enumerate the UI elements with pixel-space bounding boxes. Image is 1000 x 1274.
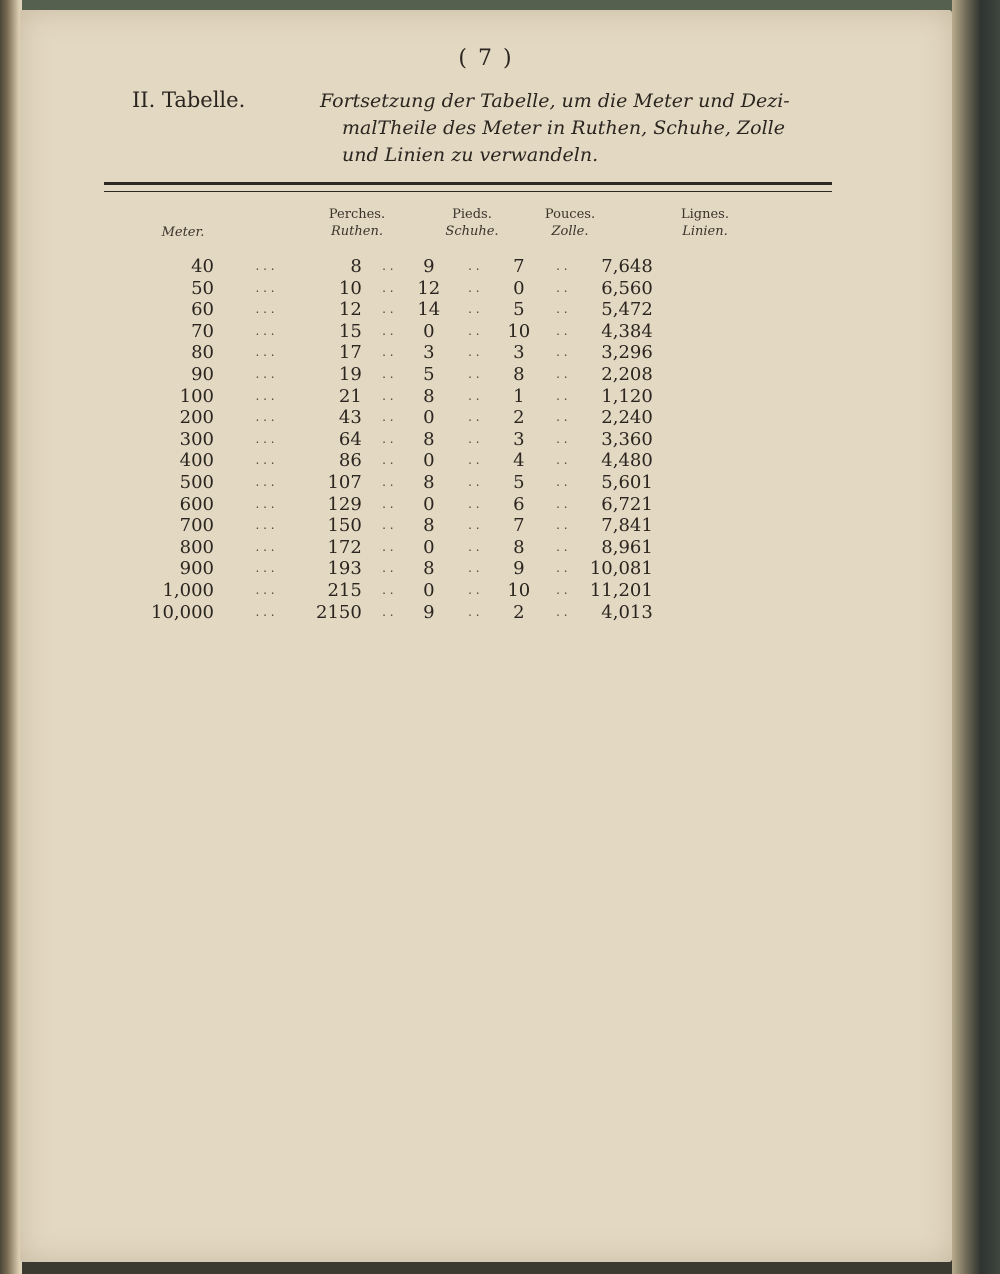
cell-schuhe: 12 [417, 277, 441, 299]
leader-dots: . . [382, 604, 394, 619]
leader-dots: . . . [255, 604, 275, 619]
leader-dots: . . . [255, 474, 275, 489]
cell-ruthen: 2150 [316, 601, 362, 623]
cell-linien: 1,120 [601, 385, 653, 407]
caption-line: malTheile des Meter in Ruthen, Schuhe, Zolle [342, 117, 785, 139]
cell-ruthen: 193 [327, 558, 362, 580]
caption-line: Fortsetzung der Tabelle, um die Meter und Dezi- [320, 90, 790, 112]
cell-schuhe: 8 [423, 471, 435, 493]
cell-ruthen: 17 [338, 342, 362, 364]
cell-meter: 90 [191, 363, 214, 385]
cell-meter: 200 [179, 407, 214, 429]
cell-meter: 1,000 [162, 579, 214, 601]
cell-linien: 6,560 [601, 277, 653, 299]
cell-linien: 3,360 [601, 428, 653, 450]
leader-dots: . . . [255, 259, 275, 273]
leader-dots: . . [468, 366, 480, 381]
cell-linien: 2,240 [601, 407, 653, 429]
leader-dots: . . . [255, 496, 275, 511]
leader-dots: . . [556, 496, 568, 511]
book-page [20, 10, 952, 1262]
cell-meter: 70 [191, 320, 214, 342]
table-row [130, 515, 653, 537]
leader-dots: . . . [255, 345, 275, 360]
leader-dots: . . [556, 561, 568, 576]
leader-dots: . . . [255, 388, 275, 403]
column-header-linien: Lignes. Linien. [681, 207, 729, 239]
leader-dots: . . [382, 410, 394, 425]
leader-dots: . . [468, 474, 480, 489]
leader-dots: . . [382, 302, 394, 317]
leader-dots: . . [468, 496, 480, 511]
leader-dots: . . [556, 431, 568, 446]
cell-linien: 4,013 [601, 601, 653, 623]
leader-dots: . . [468, 410, 480, 425]
leader-dots: . . [468, 259, 480, 273]
cell-linien: 7,841 [601, 515, 653, 537]
table-row [130, 342, 653, 364]
cell-schuhe: 14 [417, 299, 441, 321]
heading-rule-thin [104, 191, 832, 192]
leader-dots: . . [556, 604, 568, 619]
leader-dots: . . . [255, 453, 275, 468]
cell-zolle: 3 [513, 428, 525, 450]
cell-linien: 7,648 [601, 256, 653, 277]
cell-ruthen: 107 [327, 471, 362, 493]
cell-meter: 800 [179, 536, 214, 558]
leader-dots: . . [468, 518, 480, 533]
leader-dots: . . [468, 388, 480, 403]
conversion-table-body [130, 256, 653, 623]
leader-dots: . . [382, 345, 394, 360]
leader-dots: . . . [255, 539, 275, 554]
caption-line: und Linien zu verwandeln. [342, 144, 599, 166]
cell-ruthen: 150 [327, 515, 362, 537]
column-header-meter: Meter. [161, 225, 205, 240]
table-row [130, 472, 653, 494]
book-binding [0, 0, 22, 1274]
cell-schuhe: 3 [423, 342, 435, 364]
leader-dots: . . . [255, 366, 275, 381]
column-header-zolle: Pouces. Zolle. [544, 207, 596, 239]
cell-linien: 11,201 [589, 579, 653, 601]
leader-dots: . . [556, 366, 568, 381]
cell-zolle: 0 [513, 277, 525, 299]
table-row [130, 450, 653, 472]
leader-dots: . . . [255, 302, 275, 317]
cell-zolle: 8 [513, 363, 525, 385]
cell-meter: 900 [179, 558, 214, 580]
leader-dots: . . [468, 561, 480, 576]
table-label: II. Tabelle. [132, 88, 246, 112]
cell-schuhe: 5 [423, 363, 435, 385]
leader-dots: . . [382, 453, 394, 468]
leader-dots: . . [382, 431, 394, 446]
heading-rule-thick [104, 182, 832, 185]
table-row [130, 321, 653, 343]
leader-dots: . . [382, 496, 394, 511]
cell-ruthen: 215 [327, 579, 362, 601]
cell-linien: 5,472 [601, 299, 653, 321]
leader-dots: . . [468, 323, 480, 338]
leader-dots: . . . [255, 280, 275, 295]
column-header-ruthen: Perches. Ruthen. [328, 207, 386, 239]
cell-ruthen: 8 [350, 256, 362, 277]
leader-dots: . . . [255, 518, 275, 533]
cell-zolle: 10 [507, 579, 531, 601]
table-row [130, 386, 653, 408]
cell-schuhe: 0 [423, 579, 435, 601]
cell-meter: 600 [179, 493, 214, 515]
cell-ruthen: 12 [338, 299, 362, 321]
table-row [130, 278, 653, 300]
leader-dots: . . [556, 388, 568, 403]
table-row [130, 580, 653, 602]
table-row [130, 299, 653, 321]
table-row [130, 364, 653, 386]
cell-schuhe: 0 [423, 536, 435, 558]
cell-meter: 700 [179, 515, 214, 537]
cell-schuhe: 8 [423, 428, 435, 450]
leader-dots: . . [556, 539, 568, 554]
cell-zolle: 6 [513, 493, 525, 515]
cell-meter: 100 [179, 385, 214, 407]
cell-linien: 5,601 [601, 471, 653, 493]
leader-dots: . . [468, 345, 480, 360]
cell-linien: 8,961 [601, 536, 653, 558]
cell-ruthen: 19 [338, 363, 362, 385]
cell-schuhe: 0 [423, 493, 435, 515]
cell-meter: 400 [179, 450, 214, 472]
table-row [130, 494, 653, 516]
cell-zolle: 5 [513, 471, 525, 493]
table-row [130, 602, 653, 624]
cell-ruthen: 10 [338, 277, 362, 299]
table-row [130, 537, 653, 559]
cell-meter: 300 [179, 428, 214, 450]
leader-dots: . . [468, 604, 480, 619]
leader-dots: . . [468, 431, 480, 446]
cell-schuhe: 9 [423, 601, 435, 623]
cell-meter: 50 [191, 277, 214, 299]
cell-zolle: 7 [513, 515, 525, 537]
cell-meter: 60 [191, 299, 214, 321]
cell-schuhe: 8 [423, 515, 435, 537]
cell-schuhe: 9 [423, 256, 435, 277]
cell-zolle: 5 [513, 299, 525, 321]
leader-dots: . . [382, 539, 394, 554]
table-row [130, 429, 653, 451]
leader-dots: . . . [255, 410, 275, 425]
leader-dots: . . [382, 259, 394, 273]
leader-dots: . . [468, 453, 480, 468]
leader-dots: . . [382, 323, 394, 338]
leader-dots: . . [382, 366, 394, 381]
cell-zolle: 8 [513, 536, 525, 558]
leader-dots: . . . [255, 431, 275, 446]
cell-meter: 10,000 [151, 601, 214, 623]
leader-dots: . . [468, 539, 480, 554]
book-fore-edge [952, 0, 1000, 1274]
leader-dots: . . . [255, 323, 275, 338]
cell-zolle: 7 [513, 256, 525, 277]
cell-schuhe: 8 [423, 558, 435, 580]
cell-linien: 4,480 [601, 450, 653, 472]
conversion-table [130, 256, 653, 623]
cell-zolle: 2 [513, 407, 525, 429]
table-row [130, 558, 653, 580]
leader-dots: . . [556, 518, 568, 533]
cell-linien: 3,296 [601, 342, 653, 364]
cell-ruthen: 43 [338, 407, 362, 429]
leader-dots: . . [468, 280, 480, 295]
cell-ruthen: 15 [338, 320, 362, 342]
table-row [130, 407, 653, 429]
leader-dots: . . [556, 345, 568, 360]
leader-dots: . . [556, 302, 568, 317]
column-header-schuhe: Pieds. Schuhe. [445, 207, 499, 239]
leader-dots: . . . [255, 561, 275, 576]
leader-dots: . . [556, 323, 568, 338]
leader-dots: . . . [255, 582, 275, 597]
cell-ruthen: 64 [338, 428, 362, 450]
cell-linien: 2,208 [601, 363, 653, 385]
cell-zolle: 9 [513, 558, 525, 580]
cell-ruthen: 21 [338, 385, 362, 407]
cell-ruthen: 86 [338, 450, 362, 472]
leader-dots: . . [556, 410, 568, 425]
cell-ruthen: 172 [327, 536, 362, 558]
cell-zolle: 4 [513, 450, 525, 472]
leader-dots: . . [468, 582, 480, 597]
cell-zolle: 1 [513, 385, 525, 407]
leader-dots: . . [468, 302, 480, 317]
table-caption [320, 88, 840, 169]
cell-zolle: 2 [513, 601, 525, 623]
cell-schuhe: 0 [423, 320, 435, 342]
leader-dots: . . [556, 280, 568, 295]
leader-dots: . . [382, 280, 394, 295]
cell-schuhe: 8 [423, 385, 435, 407]
cell-meter: 40 [191, 256, 214, 277]
page-number: ( 7 ) [458, 46, 514, 71]
cell-zolle: 3 [513, 342, 525, 364]
cell-schuhe: 0 [423, 450, 435, 472]
cell-zolle: 10 [507, 320, 531, 342]
cell-ruthen: 129 [327, 493, 362, 515]
leader-dots: . . [382, 388, 394, 403]
table-row [130, 256, 653, 278]
leader-dots: . . [556, 474, 568, 489]
leader-dots: . . [556, 259, 568, 273]
leader-dots: . . [556, 582, 568, 597]
cell-meter: 80 [191, 342, 214, 364]
leader-dots: . . [382, 474, 394, 489]
leader-dots: . . [556, 453, 568, 468]
cell-meter: 500 [179, 471, 214, 493]
leader-dots: . . [382, 561, 394, 576]
cell-linien: 10,081 [589, 558, 653, 580]
cell-linien: 4,384 [601, 320, 653, 342]
cell-schuhe: 0 [423, 407, 435, 429]
cell-linien: 6,721 [601, 493, 653, 515]
leader-dots: . . [382, 518, 394, 533]
leader-dots: . . [382, 582, 394, 597]
